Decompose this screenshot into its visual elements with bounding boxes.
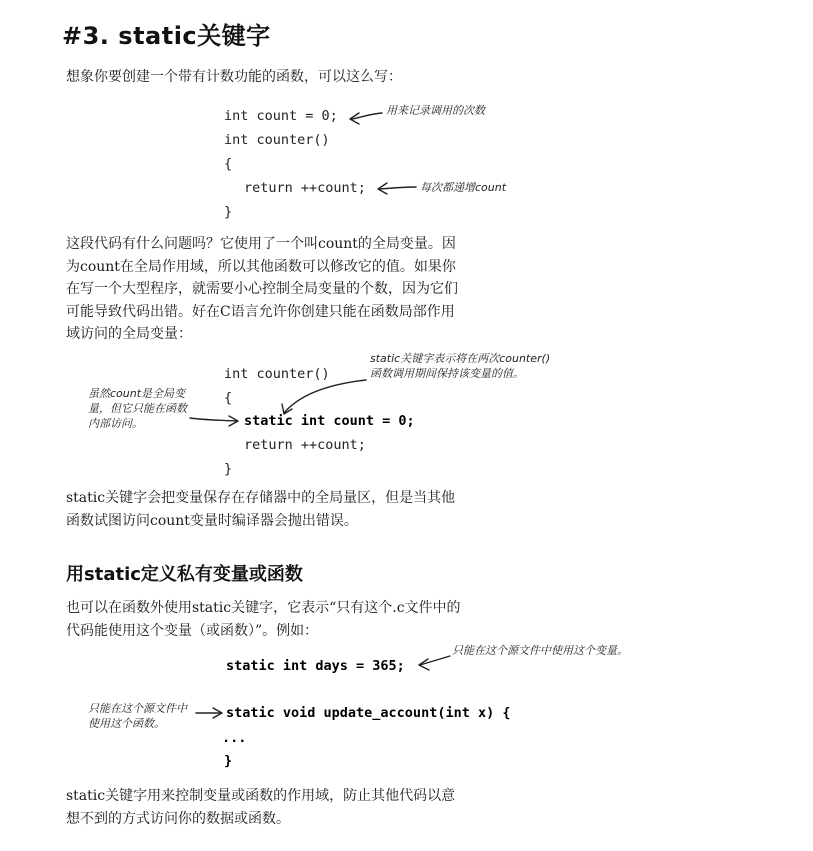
- annotation-local-access: 虽然count是全局变量，但它只能在函数内部访问。: [88, 387, 187, 430]
- static-storage-paragraph: static关键字会把变量保存在存储器中的全局量区，但是当其他函数试图访问count变量时编译器会抛出错误。: [66, 490, 456, 529]
- subsection-title: 用static定义私有变量或函数: [66, 564, 303, 585]
- annotation-static-keyword: static关键字表示将在两次counter()函数调用期间保持该变量的值。: [370, 352, 551, 380]
- intro-paragraph: 想象你要创建一个带有计数功能的函数，可以这么写：: [66, 69, 402, 85]
- code-line-static-days: static int days = 365;: [226, 658, 405, 674]
- annotation-count-purpose: 用来记录调用的次数: [386, 104, 485, 117]
- subsection-intro: 也可以在函数外使用static关键字，它表示“只有这个.c文件中的代码能使用这个变量（或函数）”。例如：: [66, 600, 461, 639]
- annotation-file-scope-variable: 只能在这个源文件中使用这个变量。: [452, 644, 628, 657]
- code-line-static-count: static int count = 0;: [244, 413, 415, 429]
- code-line-ellipsis: ...: [222, 730, 247, 746]
- code-line-counter-sig-2: int counter(): [224, 366, 330, 382]
- arrow-file-variable-note: [420, 656, 450, 665]
- arrow-increment-note: [380, 187, 416, 189]
- code-line-open-brace-2: {: [224, 390, 233, 406]
- code-line-open-brace: {: [224, 156, 233, 172]
- code-line-return-2: return ++count;: [244, 437, 366, 453]
- problem-paragraph: 这段代码有什么问题吗？它使用了一个叫count的全局变量。因为count在全局作用域，所以其他函数可以修改它的值。如果你在写一个大型程序，就需要小心控制全局变量的个数，因为它们可能导致代码出错。好在C语言允许你创建只能在函数局部作用域访问的全局变量：: [66, 236, 458, 342]
- section-title: #3. static关键字: [62, 22, 271, 50]
- arrow-static-note: [284, 380, 366, 413]
- code-line-close-brace-2: }: [224, 461, 233, 477]
- code-line-count-decl: int count = 0;: [224, 108, 338, 124]
- arrow-local-note: [190, 418, 236, 421]
- code-line-counter-sig: int counter(): [224, 132, 330, 148]
- code-line-close-brace-3: }: [224, 753, 233, 769]
- arrow-count-note: [352, 113, 382, 119]
- closing-paragraph: static关键字用来控制变量或函数的作用域，防止其他代码以意想不到的方式访问你的数据或函数。: [66, 788, 456, 827]
- code-line-static-function: static void update_account(int x) {: [226, 705, 511, 721]
- annotation-file-scope-function: 只能在这个源文件中使用这个函数。: [88, 702, 187, 730]
- code-line-close-brace: }: [224, 204, 233, 220]
- code-line-return: return ++count;: [244, 180, 366, 196]
- annotation-increment: 每次都递增count: [420, 181, 507, 194]
